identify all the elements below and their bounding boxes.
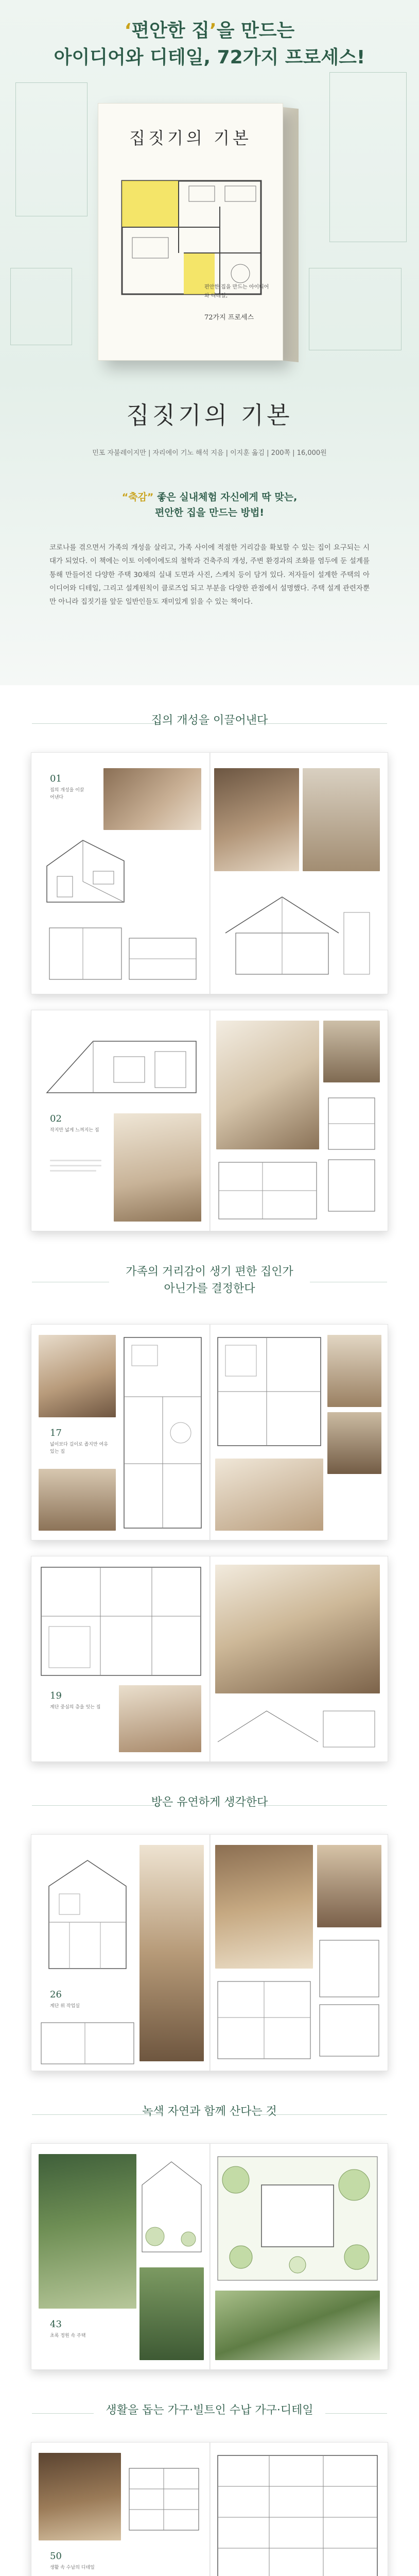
spread-right-page [210, 1556, 388, 1761]
spread-right-page [210, 2443, 388, 2576]
detail-sketch [323, 1093, 380, 1216]
book-spread [31, 1834, 388, 2071]
site-plan-sketch [215, 2154, 380, 2283]
section-header [0, 1257, 419, 1309]
headline-quoted: 편안한 집 [131, 20, 210, 41]
tagline-line-2: 편안한 집을 만드는 방법! [154, 507, 265, 519]
furniture-photo [39, 2453, 121, 2540]
quote-mark: ’ [210, 20, 217, 41]
quote-mark: ” [147, 492, 154, 503]
spread-left-page [31, 1556, 210, 1761]
spread-caption: 계단 위 작업실 [50, 2004, 80, 2009]
spread-number: 01 [50, 773, 62, 784]
garden-photo [215, 2291, 380, 2360]
axonometric-sketch [39, 1845, 136, 1979]
book-spread [31, 2143, 388, 2370]
spread-number: 19 [50, 1690, 62, 1701]
quote-mark: ‘ [124, 20, 132, 41]
spread-left-page [31, 1325, 210, 1540]
spread-caption: 넓이보다 길이로 좁지만 여유 있는 집 [50, 1442, 108, 1455]
book-cover-number: 72가지 프로세스 [204, 314, 254, 321]
interior-photo [214, 768, 299, 871]
book-cover [98, 103, 283, 361]
interior-photo [119, 1685, 201, 1752]
book-description: 코로나를 겪으면서 가족의 개성을 살리고, 가족 사이에 적절한 거리감을 확보할 수 있는 집이 요구되는 시대가 되었다. 이 책에는 이토 이에이에도의 철학과 건축주의 개성, 주변 환경과의 조화를 염두에 둔 설계를 통해 만들어진 다양한 주택 30채의 실내 도면과 사진, 스케치 등이 담겨 있다. 저자들이 설계한 주택의 아이디어와 디테일, 그리고 설계원칙이 클로즈업 되고 부분을 다양한 관점에서 설명했다. 주택 설계 관련자뿐 만 아니라 집짓기를 앞둔 일반인들도 재미있게 읽을 수 있는 책이다. [49, 544, 370, 606]
quote-mark: “ [121, 492, 129, 503]
spread-left-page [31, 753, 210, 994]
floor-plan-sketch [39, 2020, 136, 2066]
section-title [0, 1263, 419, 1297]
section-header [0, 2396, 419, 2432]
garden-photo [139, 2267, 204, 2360]
section-title: 녹색 자연과 함께 산다는 것 [142, 2105, 277, 2118]
interior-photo [215, 1565, 380, 1693]
spread-left-page [31, 2144, 210, 2369]
shelving-sketch [215, 2453, 380, 2576]
section-title-line-2: 아닌가를 결정한다 [164, 1282, 255, 1295]
detail-sketch [317, 1938, 381, 2061]
spread-left-page [31, 1835, 210, 2071]
spread-caption: 계단 중심의 층을 잇는 집 [50, 1705, 101, 1710]
hero-headline [0, 18, 419, 71]
headline-line-2: 아이디어와 디테일, 72가지 프로세스! [54, 47, 365, 69]
interior-photo [139, 1845, 204, 2061]
hero-tagline [0, 489, 419, 521]
book-meta: 민포 자불레이지만 | 자리에이 기노 해석 지음 | 이지훈 옮김 | 200쪽 | 16,000원 [92, 449, 327, 457]
house-sketch [42, 830, 129, 912]
floor-plan-illustration [117, 176, 265, 299]
elevation-sketch [139, 2154, 204, 2257]
background-plan-line [329, 72, 407, 242]
hero-section [0, 0, 419, 685]
interior-photo [216, 1021, 319, 1149]
tagline-rest: 좋은 실내체험 자신에게 딱 맞는, [153, 492, 298, 503]
floor-plan-sketch [215, 1335, 323, 1448]
interior-photo [114, 1113, 201, 1222]
headline-rest: 을 만드는 [216, 20, 295, 41]
interior-photo [39, 1335, 116, 1417]
book-spread [31, 752, 388, 994]
interior-photo [215, 1459, 323, 1531]
spread-number: 43 [50, 2319, 62, 2330]
tagline-quoted: 축감 [128, 492, 147, 503]
section-header [0, 1788, 419, 1824]
spread-caption: 생활 속 수납의 디테일 [50, 2565, 95, 2570]
interior-photo [215, 1845, 313, 1969]
floor-plan-sketch [215, 1979, 313, 2061]
book-spread [31, 1010, 388, 1231]
spread-left-page [31, 2443, 210, 2576]
interior-photo [39, 1469, 116, 1531]
section-header [0, 2097, 419, 2133]
book-cover-tagline: 편안한 집을 만드는 아이디어와 디테일, [204, 284, 269, 299]
section-sketch [215, 1701, 380, 1752]
section-header [0, 706, 419, 742]
section-title: 생활을 돕는 가구·빌트인 수납 가구·디테일 [106, 2404, 313, 2417]
garden-photo [39, 2154, 136, 2309]
interior-photo [323, 1021, 380, 1082]
floor-plan-sketch [121, 1335, 204, 1531]
book-spread [31, 1324, 388, 1540]
book-spine [283, 107, 299, 362]
floor-plan-sketch [47, 923, 201, 985]
interior-photo [103, 768, 201, 830]
spread-number: 02 [50, 1113, 62, 1124]
floor-plan-sketch [216, 1160, 319, 1222]
spread-number: 26 [50, 1989, 62, 2000]
interior-photo [303, 768, 380, 871]
book-spread [31, 1556, 388, 1762]
section-title-line-1: 가족의 거리감이 생기 편한 집인가 [126, 1265, 293, 1278]
interior-photo [317, 1845, 381, 1927]
section-sketch [220, 882, 375, 979]
spread-right-page [210, 1010, 388, 1231]
section-title: 방은 유연하게 생각한다 [151, 1796, 268, 1809]
background-plan-line [10, 268, 72, 345]
spread-number: 17 [50, 1428, 62, 1438]
background-plan-line [309, 268, 401, 350]
floor-plan-sketch [39, 1565, 203, 1678]
spread-caption: 집의 개성을 이끌어낸다 [50, 788, 84, 801]
spread-right-page [210, 1325, 388, 1540]
interior-photo [327, 1335, 381, 1407]
spread-caption: 초록 정원 속 주택 [50, 2333, 86, 2338]
spread-right-page [210, 1835, 388, 2071]
spread-left-page [31, 1010, 210, 1231]
section-title: 집의 개성을 이끌어낸다 [151, 714, 268, 727]
interior-photo [327, 1412, 381, 1474]
spread-right-page [210, 753, 388, 994]
spread-number: 50 [50, 2551, 62, 2562]
background-plan-line [15, 82, 88, 216]
book-spread [31, 2442, 388, 2576]
book-cover-title: 집짓기의 기본 [129, 128, 252, 148]
spread-right-page [210, 2144, 388, 2369]
furniture-sketch [124, 2453, 204, 2540]
interior-sketch [42, 1021, 201, 1103]
spread-caption: 작지만 넓게 느껴지는 집 [50, 1128, 99, 1133]
book-title: 집짓기의 기본 [126, 401, 293, 429]
